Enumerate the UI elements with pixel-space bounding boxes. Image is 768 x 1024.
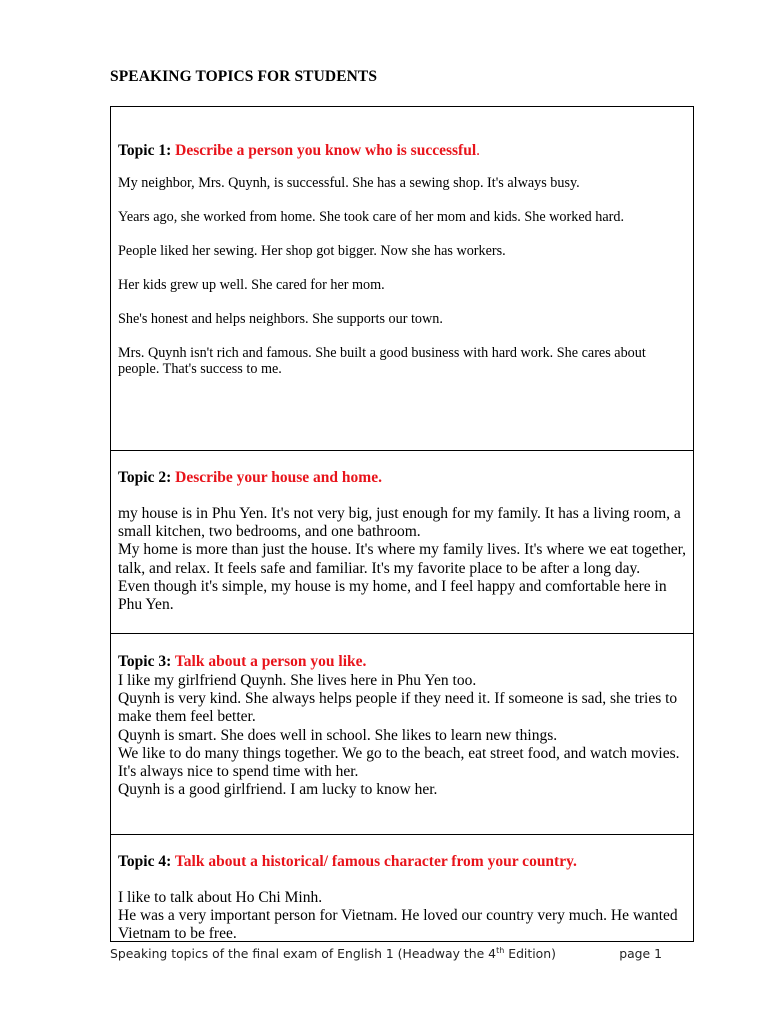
topic-answer (118, 672, 687, 799)
page-footer (110, 946, 670, 961)
paragraph: Quynh is a good girlfriend. I am lucky to know her. (118, 781, 438, 799)
paragraph: Mrs. Quynh isn't rich and famous. She built a good business with hard work. She cares about people. That's success to me. (118, 345, 646, 377)
topic-heading (118, 852, 687, 872)
paragraph: He was a very important person for Vietnam. He loved our country very much. He wanted Vietnam to be free. (118, 907, 678, 943)
topic-question-suffix: . (476, 142, 480, 159)
paragraph: I like my girlfriend Quynh. She lives here in Phu Yen too. (118, 672, 477, 689)
topic-cell-3 (111, 633, 693, 834)
topic-answer (118, 889, 687, 944)
topic-answer (118, 505, 687, 614)
topic-cell-2 (111, 450, 693, 633)
topic-question: Talk about a historical/ famous character from your country. (174, 853, 577, 870)
footer-superscript: th (496, 946, 505, 955)
topic-heading (118, 468, 687, 488)
paragraph: I like to talk about Ho Chi Minh. (118, 889, 323, 906)
topics-table (110, 106, 694, 942)
paragraph: Years ago, she worked from home. She took care of her mom and kids. She worked hard. (118, 209, 625, 225)
topic-heading (118, 652, 687, 672)
topic-question: Talk about a person you like. (174, 653, 367, 670)
paragraph: my house is in Phu Yen. It's not very big, just enough for my family. It has a living room, a small kitchen, two bedrooms, and one bathroom. (118, 505, 681, 541)
paragraph: She's honest and helps neighbors. She supports our town. (118, 311, 443, 327)
paragraph: People liked her sewing. Her shop got bigger. Now she has workers. (118, 243, 506, 259)
topic-cell-4 (111, 834, 693, 941)
paragraph: Even though it's simple, my house is my home, and I feel happy and comfortable here in Phu Yen. (118, 577, 667, 614)
paragraph: My home is more than just the house. It's where my family lives. It's where we eat together, talk, and relax. It feels safe and familiar. It's my favorite place to be after a long day. (118, 541, 686, 577)
topic-heading (118, 141, 687, 161)
topic-question: Describe a person you know who is successful (175, 142, 477, 159)
paragraph: My neighbor, Mrs. Quynh, is successful. She has a sewing shop. It's always busy. (118, 175, 580, 191)
paragraph: Her kids grew up well. She cared for her mom. (118, 277, 385, 293)
page-number: page 1 (619, 946, 662, 961)
footer-text: Speaking topics of the final exam of English 1 (Headway the 4 (110, 946, 497, 961)
footer-text-end: Edition) (504, 946, 556, 961)
topic-label: Topic 2: (118, 469, 172, 486)
topic-label: Topic 3: (118, 653, 172, 670)
document-title: SPEAKING TOPICS FOR STUDENTS (110, 68, 378, 85)
topic-question: Describe your house and home. (175, 469, 382, 486)
topic-label: Topic 4: (118, 853, 172, 870)
topic-cell-1 (111, 107, 693, 451)
paragraph: We like to do many things together. We go to the beach, eat street food, and watch movies. It's always nice to spend time with her. (118, 744, 680, 781)
paragraph: Quynh is smart. She does well in school. She likes to learn new things. (118, 726, 558, 744)
paragraph: Quynh is very kind. She always helps people if they need it. If someone is sad, she tries to make them feel better. (118, 690, 678, 726)
topic-label: Topic 1: (118, 142, 172, 159)
